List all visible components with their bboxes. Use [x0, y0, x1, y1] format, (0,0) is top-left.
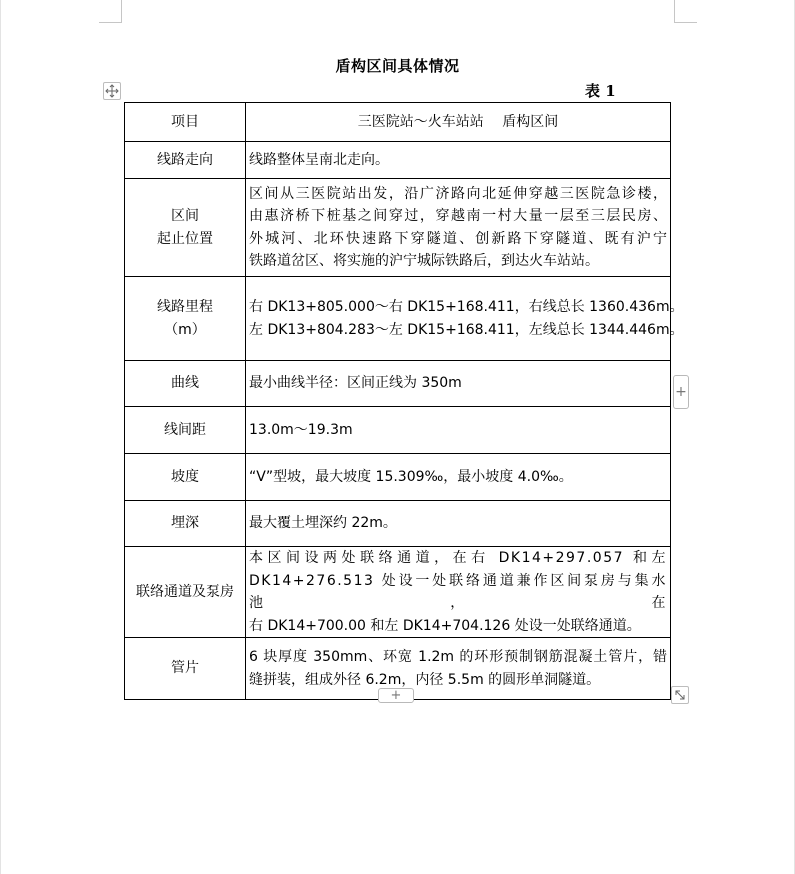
- table-row-burial-depth: [125, 501, 671, 547]
- row-label-line: 管片: [171, 660, 199, 677]
- row-value-line: 右 DK13+805.000～右 DK15+168.411，右线总长 1360.436m。: [249, 299, 684, 315]
- row-value-line: 最大覆土埋深约 22m。: [249, 515, 397, 532]
- plus-icon: +: [390, 688, 402, 703]
- page-edge-left: [0, 0, 1, 874]
- margin-corner-mark-left: [99, 0, 122, 23]
- row-value-cell[interactable]: [246, 547, 671, 638]
- header-value-cell[interactable]: 三医院站～火车站站 盾构区间: [246, 103, 671, 142]
- row-label-cell[interactable]: [125, 142, 246, 179]
- row-label-line: 坡度: [171, 468, 199, 485]
- row-value-line: 区间从三医院站出发，沿广济路向北延伸穿越三医院急诊楼，: [249, 185, 667, 202]
- row-label-cell[interactable]: [125, 361, 246, 407]
- move-arrows-icon: [105, 84, 119, 98]
- row-label-line: 区间: [171, 208, 199, 224]
- row-value-line: 右 DK14+700.00 和左 DK14+704.126 处设一处联络通道。: [249, 617, 641, 634]
- row-value-cell[interactable]: [246, 277, 684, 361]
- plus-icon: +: [675, 384, 687, 400]
- row-value-line: 外城河、北环快速路下穿隧道、创新路下穿隧道、既有沪宁: [249, 230, 667, 247]
- table-row-route-direction: [125, 142, 671, 179]
- row-value-cell[interactable]: [246, 361, 671, 407]
- row-value-cell[interactable]: [246, 638, 671, 703]
- document-title: 盾构区间具体情况: [335, 57, 460, 75]
- table-row-section-start-end: [125, 179, 671, 277]
- table-number: 表 1: [585, 82, 616, 100]
- row-value-cell[interactable]: [246, 454, 671, 501]
- row-label-cell[interactable]: [125, 179, 246, 277]
- row-label-cell[interactable]: [125, 638, 246, 700]
- row-value-line: 本区间设两处联络通道，在右 DK14+297.057 和左: [249, 550, 667, 566]
- row-label-line: 埋深: [171, 515, 199, 532]
- row-value-cell[interactable]: [246, 179, 671, 277]
- row-value-line: “V”型坡，最大坡度 15.309‰，最小坡度 4.0‰。: [249, 468, 573, 485]
- table-resize-handle[interactable]: [671, 686, 689, 704]
- row-value-line: 左 DK13+804.283～左 DK15+168.411，左线总长 1344.446m。: [249, 321, 684, 338]
- row-value-line: 最小曲线半径：区间正线为 350m: [249, 375, 462, 392]
- row-label-cell[interactable]: [125, 407, 246, 454]
- resize-diagonal-icon: [674, 689, 686, 701]
- row-value-line: 由惠济桥下桩基之间穿过，穿越南一村大量一层至三层民房、: [249, 208, 667, 224]
- table-move-handle[interactable]: [103, 82, 121, 100]
- table-row-connecting-passage-pump: [125, 547, 671, 638]
- margin-corner-mark-right: [674, 0, 697, 23]
- table-row-route-mileage: [125, 277, 671, 361]
- row-value-line: 13.0m～19.3m: [249, 421, 353, 438]
- row-value-line: 线路整体呈南北走向。: [249, 151, 389, 168]
- row-label-line: 线路走向: [157, 151, 213, 168]
- row-label-line: 线路里程: [157, 299, 213, 315]
- add-row-button[interactable]: [378, 688, 414, 703]
- row-label-line: 起止位置: [157, 230, 213, 247]
- table-header-row: [125, 103, 671, 142]
- row-value-line: 6 块厚度 350mm、环宽 1.2m 的环形预制钢筋混凝土管片，错: [249, 649, 667, 665]
- table-row-line-spacing: [125, 407, 671, 454]
- row-value-cell[interactable]: [246, 142, 671, 179]
- row-label-cell[interactable]: [125, 277, 246, 361]
- row-label-line: 曲线: [171, 375, 199, 392]
- row-value-cell[interactable]: [246, 501, 671, 547]
- table-row-gradient: [125, 454, 671, 501]
- row-value-cell[interactable]: [246, 407, 671, 454]
- table-row-curve: [125, 361, 671, 407]
- row-value-line: 铁路道岔区、将实施的沪宁城际铁路后，到达火车站站。: [249, 253, 599, 269]
- tunnel-spec-table: [124, 102, 684, 703]
- row-label-line: 联络通道及泵房: [136, 583, 234, 600]
- row-value-line: DK14+276.513 处设一处联络通道兼作区间泵房与集水池，在: [249, 572, 667, 611]
- row-value-line: 缝拼装，组成外径 6.2m，内径 5.5m 的圆形单洞隧道。: [249, 671, 601, 688]
- row-label-cell[interactable]: [125, 501, 246, 547]
- row-label-line: 线间距: [164, 421, 206, 438]
- row-label-cell[interactable]: [125, 547, 246, 638]
- header-label-cell[interactable]: 项目: [125, 103, 246, 142]
- row-label-cell[interactable]: [125, 454, 246, 501]
- add-column-button[interactable]: [673, 375, 689, 409]
- row-label-line: （m）: [164, 321, 206, 338]
